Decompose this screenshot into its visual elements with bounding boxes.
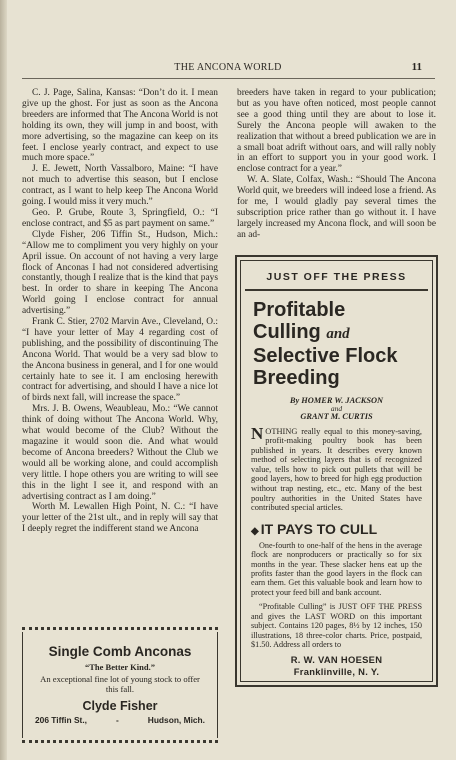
book-ad-banner: JUST OFF THE PRESS — [266, 271, 407, 283]
right-column — [237, 88, 436, 241]
letter-paragraph: Geo. P. Grube, Route 3, Springfield, O.: “I enclose contract, and $5 as part payment on same.” — [22, 207, 218, 229]
ad-address-street: 206 Tiffin St., — [35, 715, 87, 726]
ad-text: An exceptional fine lot of young stock to offer this fall. — [40, 674, 200, 694]
book-title-line3: Selective Flock — [253, 344, 398, 367]
ad-address — [23, 715, 217, 725]
running-title: THE ANCONA WORLD — [174, 62, 282, 73]
book-title-line2: Culling — [253, 320, 321, 343]
diamond-icon: ◆ — [251, 525, 259, 537]
book-description — [241, 423, 432, 513]
book-title-and: and — [326, 325, 350, 342]
book-author-and: and — [330, 403, 343, 413]
publisher-name: R. W. VAN HOESEN — [290, 654, 383, 666]
ad-tagline: “The Better Kind.” — [85, 662, 155, 672]
book-coauthor: GRANT M. CURTIS — [300, 411, 373, 421]
book-culling-text: One-fourth to one-half of the hens in the average flock are nonproducers or practically so for six months in the year. These slacker hens eat up the profits faster than the good layers in the flock can earn them. Get this valuable book and learn how to protect your feed bill and bank account. — [251, 540, 422, 597]
letter-paragraph: C. J. Page, Salina, Kansas: “Don’t do it. I mean give up the ghost. For just as soon as the Ancona breeders are informed that The Ancona World is not holding its own, they will jump in and boost, with more advertising, so the magazine can keep on its feet. I enclose yearly contract, and expect to use much more space.” — [22, 88, 218, 164]
book-author: By HOMER W. JACKSON — [289, 395, 384, 405]
letter-paragraph: breeders have taken in regard to your publication; but as you have often noticed, most people cannot see a good thing until they are about to lose it. Surely the Ancona people will awaken to the realization that without a breed publication we are in a small boat adrift without oars, and will rally nobly in an effort to support you in your good work. I enclose contract for a year.” — [237, 88, 436, 175]
book-order-text: “Profitable Culling” is JUST OFF THE PRESS and gives the LAST WORD on this important subject. Contains 120 pages, 8½ by 12 inches, 150 illustrations, 18 three-color charts. Price, postpaid, $1.50. Address all orders to — [251, 602, 422, 649]
banner-rule — [245, 289, 428, 291]
page-header — [0, 62, 456, 78]
page-number: 11 — [411, 61, 422, 73]
book-title — [241, 299, 432, 389]
anconas-advertisement — [22, 627, 218, 743]
book-title-line1: Profitable — [253, 298, 346, 321]
ad-address-city: Hudson, Mich. — [147, 715, 205, 726]
ad-title: Single Comb Anconas — [48, 644, 192, 659]
page-spine-shadow — [0, 0, 7, 760]
letter-paragraph: Frank C. Stier, 2702 Marvin Ave., Cleveland, O.: “I have your letter of May 4 regarding cost of publishing, and the possibility of discontinuing The Ancona World. That would be a very sad blow to the Ancona business in general, and I for one would certainly hate to see it. I am enclosing herewith contract for advertising, and should I have a nice lot of birds next fall, will increase the space.” — [22, 317, 218, 404]
ad-advertiser-name: Clyde Fisher — [82, 699, 158, 714]
publisher-block — [241, 654, 432, 678]
letter-paragraph: J. E. Jewett, North Vassalboro, Maine: “I have not much to advertise this season, but I enclose contract, as I want to help keep The Ancona World going. I would miss it very much.” — [22, 164, 218, 208]
header-rule — [22, 78, 435, 79]
letter-paragraph: Clyde Fisher, 206 Tiffin St., Hudson, Mich.: “Allow me to compliment you very highly on your April issue. On account of not having a very large flock of Anconas I had not considered advertising constantly, though I realize that is the kind that pays best. In order to share in keeping The Ancona World going I enclose contract for annual advertising.” — [22, 229, 218, 317]
letter-paragraph: W. A. Slate, Colfax, Wash.: “Should The Ancona World quit, we breeders will indeed lose a friend. As for me, I would gladly pay several times the subscription price rather than go without it. I have largely increased my Ancona flock, and will soon be an ad- — [237, 175, 436, 240]
ad-address-separator: - — [115, 715, 119, 726]
letter-paragraph: Mrs. J. B. Owens, Weaubleau, Mo.: “We cannot think of doing without The Ancona World. Why, what would become of the Club? Without the magazine it would soon die. And what would become of Ancona breeders? Without the Club we would all be working alone, and could accomplish very little. I hope others you are writing to will see this in the light I see it, and respond with an advertising contract as I am doing.” — [22, 404, 218, 502]
book-subheading: ◆ IT PAYS TO CULL — [251, 520, 378, 537]
book-advertisement — [235, 255, 438, 687]
drop-cap: N — [251, 423, 264, 443]
left-column — [22, 88, 218, 535]
publisher-city: Franklinville, N. Y. — [293, 666, 380, 678]
letter-paragraph: Worth M. Lewallen High Point, N. C.: “I have your letter of the 21st ult., and in reply will say that I deeply regret the indifferent stand we Ancona — [22, 502, 218, 535]
book-description-text: OTHING really equal to this money-saving, profit-making poultry book has been published in years. It describes every known method of selecting layers that is of recognized value, tells how to pick out pullets that will be good layers, how to breed for high egg production without trap nesting, etc., etc. Many of the best poultry authorities in the United States have contributed special articles. — [251, 426, 422, 513]
book-title-line4: Breeding — [253, 366, 340, 389]
